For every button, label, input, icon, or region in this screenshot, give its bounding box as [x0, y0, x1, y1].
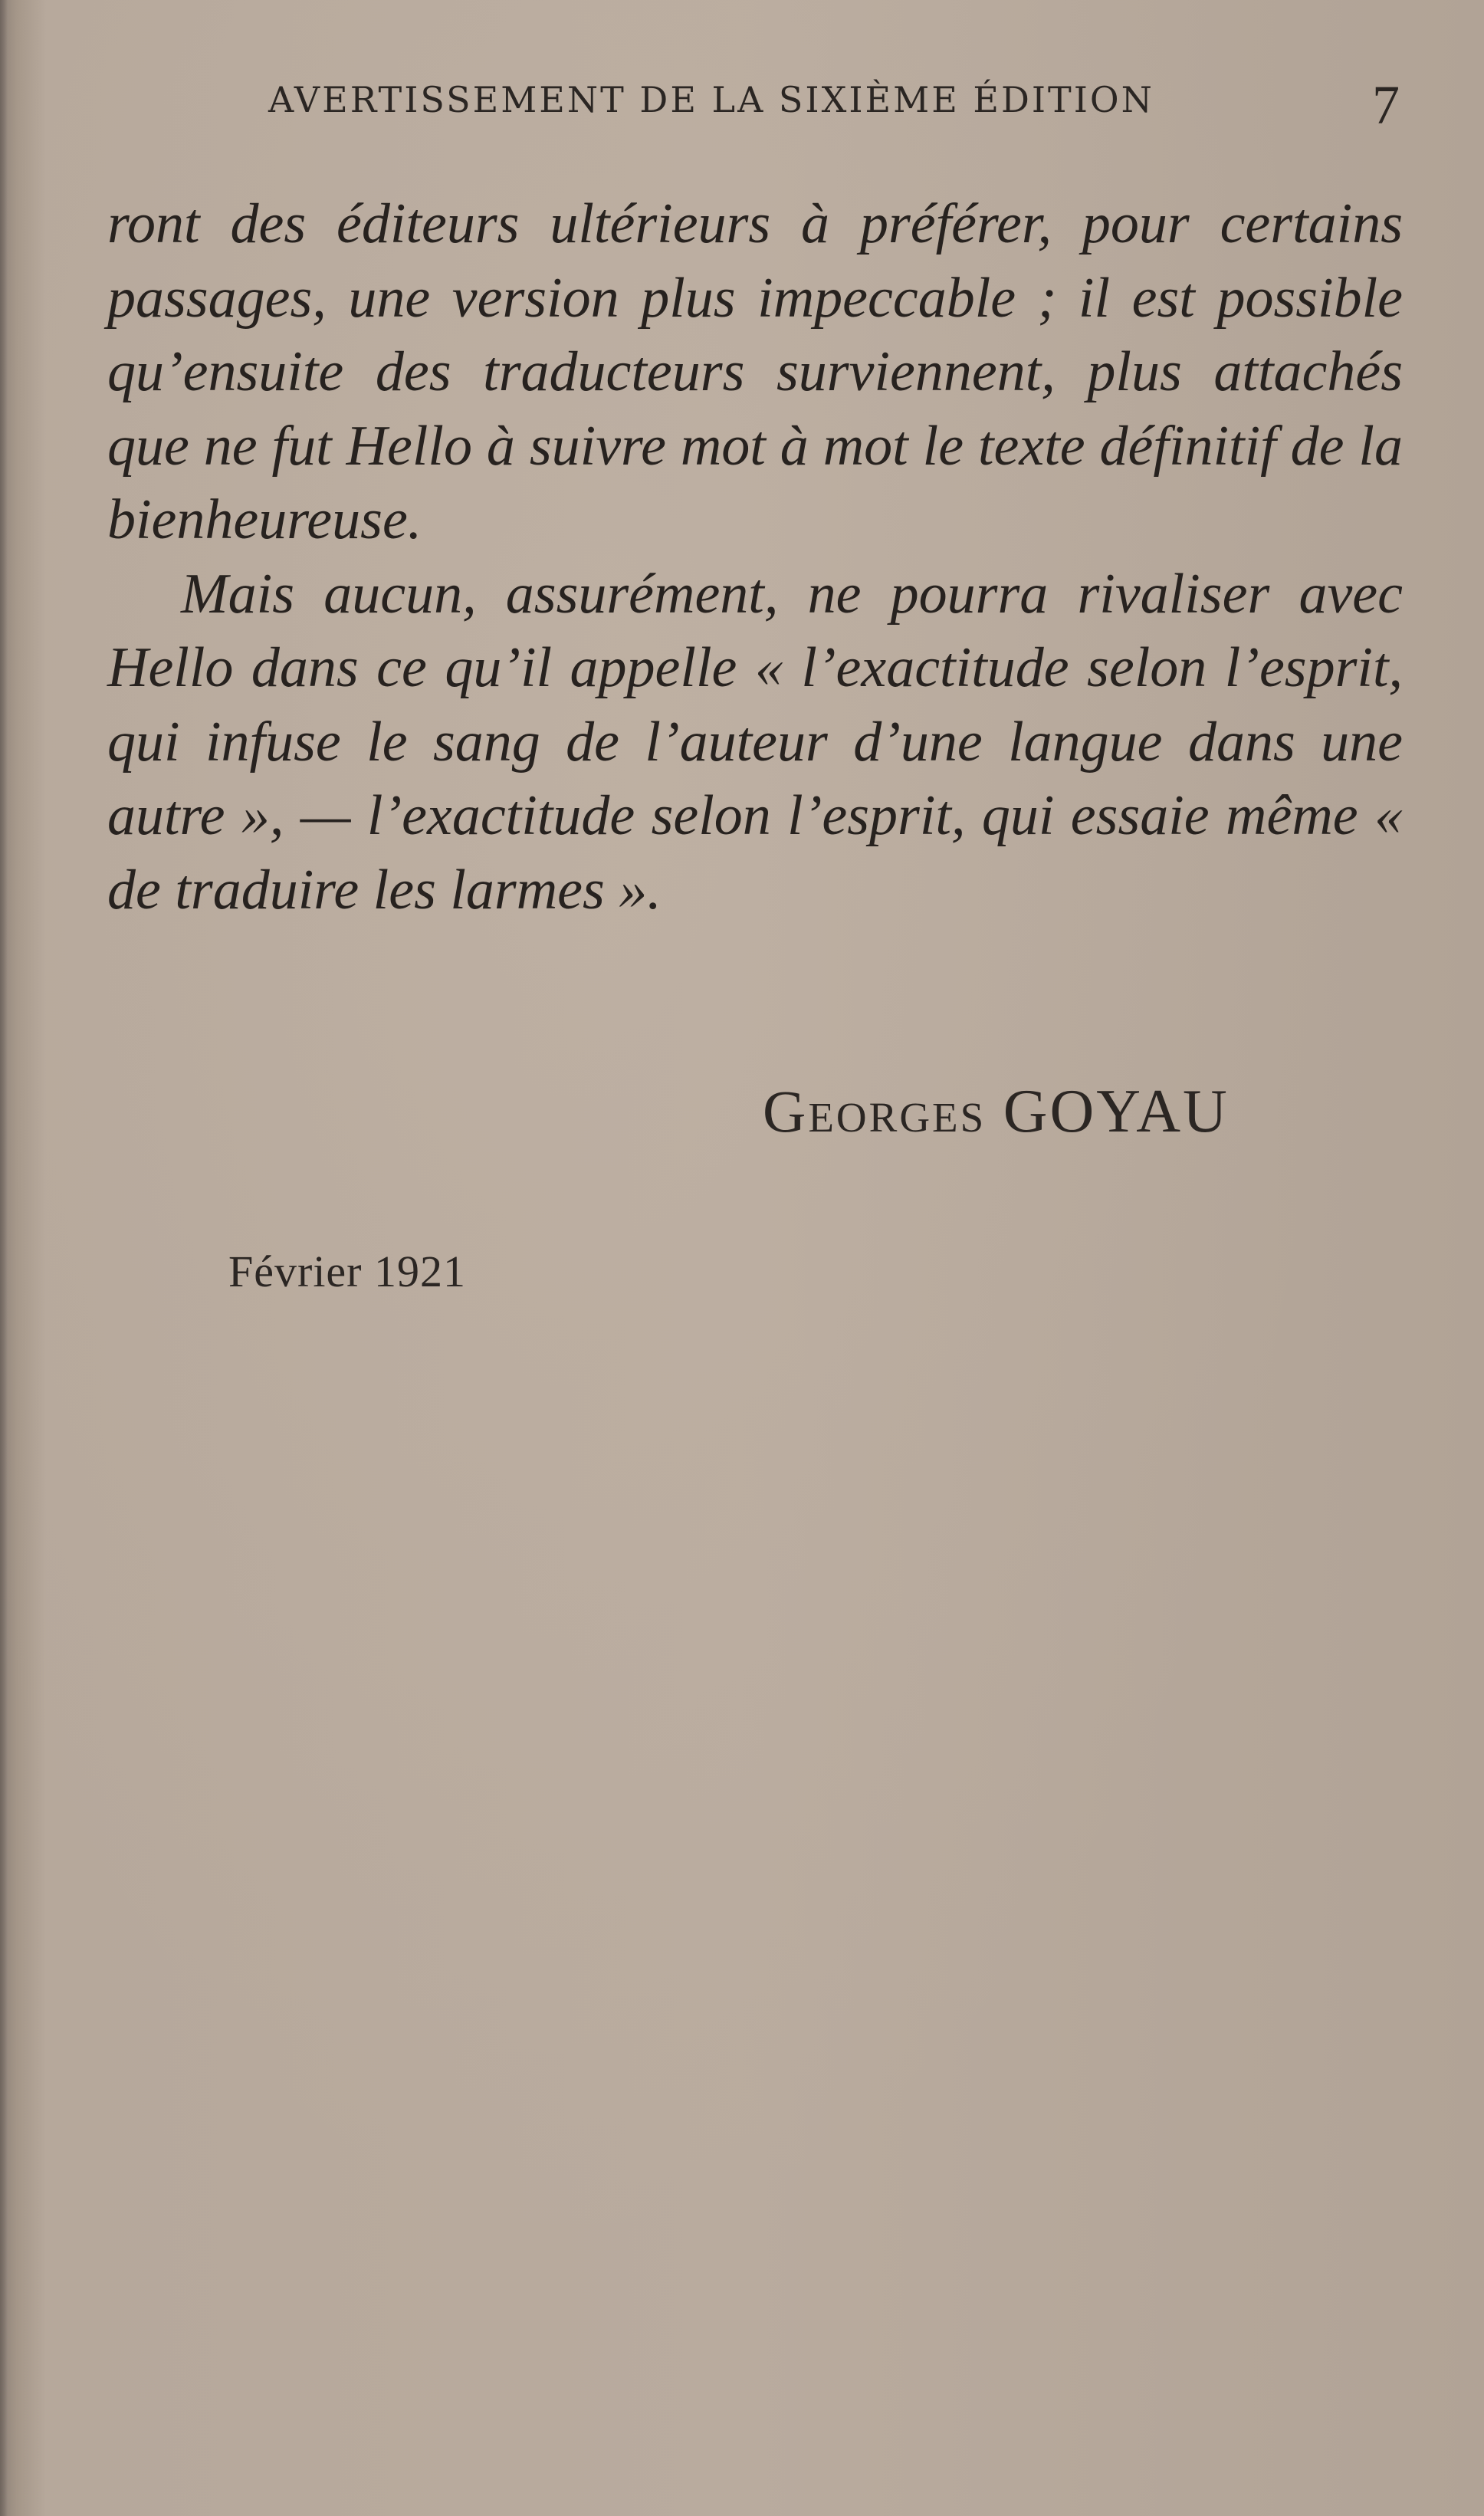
- paragraph: Mais aucun, assurément, ne pourra rivaliser avec Hello dans ce qu’il appelle « l’exactitude selon l’esprit, qui infuse le sang de l’auteur d’une langue dans une autre », — l’exactitude selon l’esprit, qui essaie même « de traduire les larmes ».: [107, 562, 1403, 921]
- date-line: Février 1921: [228, 1247, 466, 1296]
- author-last-name: GOYAU: [1003, 1078, 1230, 1145]
- paragraph-continuation: ront des éditeurs ultérieurs à préférer, pour certains passages, une version plus impeccable ; il est possible qu’ensuite des traducteurs surviennent, plus attachés que ne fut Hello à suivre mot à mot le texte définitif de la bienheureuse.: [107, 192, 1403, 551]
- author-first-name: Georges: [763, 1078, 987, 1145]
- running-title: AVERTISSEMENT DE LA SIXIÈME ÉDITION: [268, 79, 1154, 120]
- author-signature: [763, 1077, 1230, 1147]
- body-text: [107, 187, 1403, 927]
- page-number: 7: [1372, 74, 1400, 136]
